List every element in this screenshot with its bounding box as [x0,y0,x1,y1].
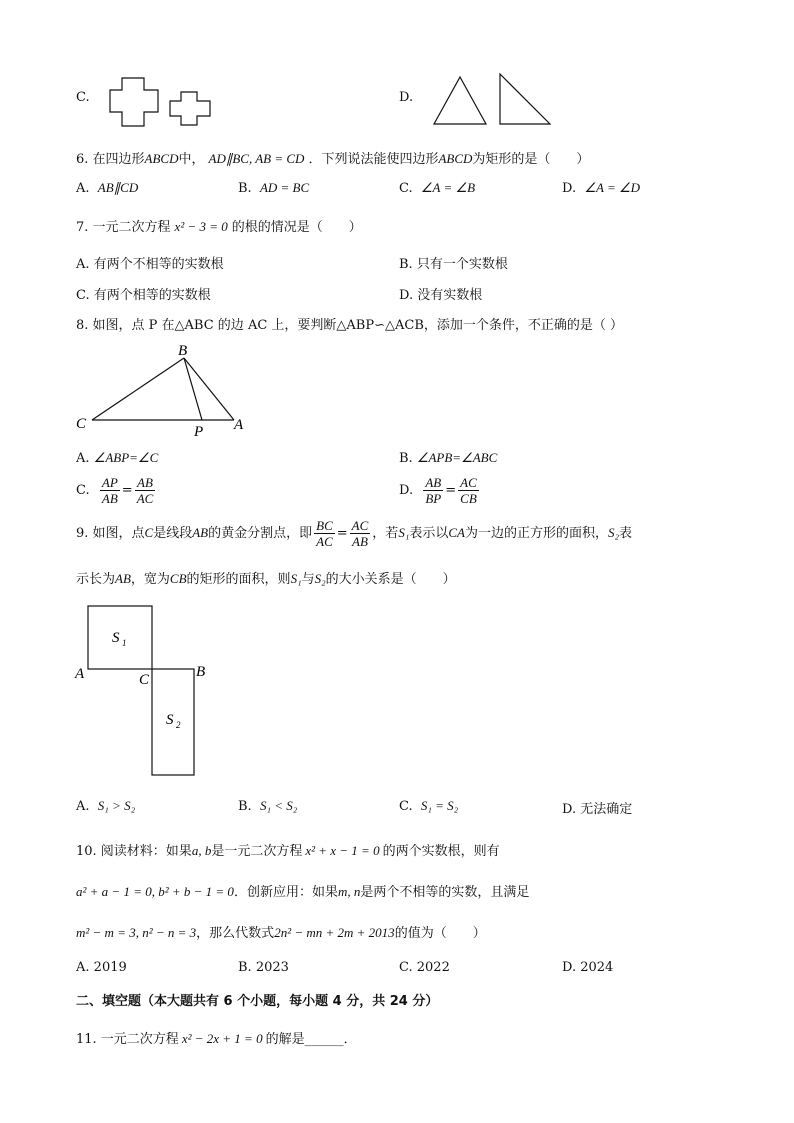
q9-rectangles-figure [72,600,222,782]
s1-subscript: 1 [122,638,127,648]
square-s1 [88,606,152,669]
q6-option-c[interactable]: C. ∠A = ∠B [399,180,476,196]
q7-option-a[interactable]: A. 有两个不相等的实数根 [76,257,224,272]
point-p-label: P [194,424,204,440]
q10-option-a[interactable]: A. 2019 [76,960,127,975]
q10-option-c[interactable]: C. 2022 [399,960,450,975]
small-cross-shape [170,92,210,125]
question-9-stem-line1: 9. 如图，点C是线段AB的黄金分割点，即 $\frac{BC}{AC}$ = $\frac{AC}{AB}$ ，若S₁表示以CA为一边的正方形的面积，S₂表 [76,518,633,549]
q5-option-d-label: D. [399,90,414,105]
q8-option-d[interactable]: D. $\frac{AB}{BP}$ = $\frac{AC}{CB}$ [399,475,477,506]
question-10-line1: 10. 阅读材料：如果a, b是一元二次方程 x² + x − 1 = 0 的两个实数根，则有 [76,843,500,859]
q6-option-a[interactable]: A. AB∥CD [76,180,139,196]
question-6-stem: 6. 在四边形ABCD中， AD∥BC, AB = CD ．下列说法能使四边形ABCD为矩形的是（ ） [76,151,590,167]
s2-subscript: 2 [176,720,181,730]
q8-triangle-figure [72,340,252,440]
q10-option-d[interactable]: D. 2024 [562,960,614,975]
question-9-stem-line2: 示长为AB，宽为CB的矩形的面积，则S₁与S₂的大小关系是（ ） [76,571,456,587]
q9-option-a[interactable]: A. S₁ > S₂ [76,798,136,814]
large-cross-shape [110,78,158,126]
q5-option-c-label: C. [76,90,90,105]
segment-bp [184,358,202,420]
q6-option-b[interactable]: B. AD = BC [238,180,310,196]
s2-label: S [166,712,174,728]
q9-option-b[interactable]: B. S₁ < S₂ [238,798,298,814]
q5-option-d-figure [432,72,554,128]
q7-option-d[interactable]: D. 没有实数根 [399,288,483,303]
vertex-b-label: B [178,343,188,359]
q10-option-b[interactable]: B. 2023 [238,960,289,975]
point-c-label: C [139,672,150,688]
side-cb [92,358,184,420]
q8-option-c[interactable]: C. $\frac{AP}{AB}$ = $\frac{AB}{AC}$ [76,475,154,506]
question-7-stem: 7. 一元二次方程 x² − 3 = 0 的根的情况是（ ） [76,219,362,235]
triangle-shape-1 [434,77,486,124]
right-triangle-shape [500,74,550,124]
question-10-line2: a² + a − 1 = 0, b² + b − 1 = 0．创新应用：如果m, n是两个不相等的实数，且满足 [76,884,530,900]
question-8-stem: 8. 如图，点 P 在△ABC 的边 AC 上，要判断△ABP∽△ACB，添加一个条件，不正确的是（ ） [76,318,624,333]
section-2-heading: 二、填空题（本大题共有 6 个小题，每小题 4 分，共 24 分） [76,994,439,1009]
question-10-line3: m² − m = 3, n² − n = 3，那么代数式2n² − mn + 2m + 2013的值为（ ） [76,925,486,941]
q8-option-b[interactable]: B. ∠APB=∠ABC [399,450,498,466]
vertex-c-label: C [76,416,87,432]
vertex-a-label: A [234,417,244,433]
q6-option-d[interactable]: D. ∠A = ∠D [562,180,641,196]
point-a-label: A [75,666,85,682]
q7-option-b[interactable]: B. 只有一个实数根 [399,257,508,272]
q8-option-a[interactable]: A. ∠ABP=∠C [76,450,159,466]
q9-option-d[interactable]: D. 无法确定 [562,802,633,817]
q7-option-c[interactable]: C. 有两个相等的实数根 [76,288,211,303]
s1-label: S [112,630,120,646]
point-b-label: B [196,664,206,680]
answer-blank[interactable]: ______ [304,1032,344,1047]
side-ba [184,358,234,420]
q5-option-c-figure [108,76,214,128]
q9-option-c[interactable]: C. S₁ = S₂ [399,798,459,814]
question-11: 11. 一元二次方程 x² − 2x + 1 = 0 的解是______． [76,1031,357,1047]
